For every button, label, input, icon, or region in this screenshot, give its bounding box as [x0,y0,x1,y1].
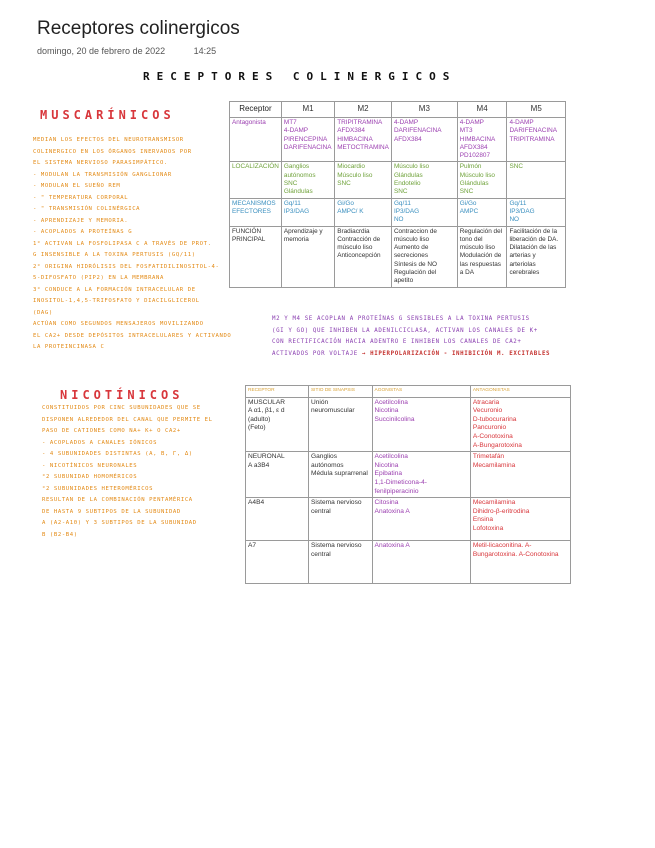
table-cell: 4-DAMP MT3 HIMBACINA AFDX384 PD102807 [457,118,507,162]
table-cell: Gi/Go AMPC [457,198,507,226]
note-line: M2 Y M4 SE ACOPLAN A PROTEÍNAS G SENSIBLES A LA TOXINA PERTUSIS [272,316,530,322]
table-cell: Acetilcolina Nicotina Epibatina 1,1-Dimeticona-4-fenilpiperacinio [372,452,470,498]
note-line: PASO DE CATIONES COMO NA+ K+ O CA2+ [42,428,181,434]
note-line: ACTÚAN COMO SEGUNDOS MENSAJEROS MOVILIZANDO [33,321,204,327]
column-header: Receptor [230,102,282,118]
table-cell: Contraccion de músculo liso Aumento de secreciones Síntesis de NO Regulación del apetito [391,226,457,287]
column-header: M2 [335,102,392,118]
note-line: Β (Β2-Β4) [42,531,78,538]
note-line: - ACOPLADOS A PROTEÍNAS G [33,229,133,235]
table-cell: Anatoxina A [372,541,470,584]
table-cell: Citosina Anatoxina A [372,498,470,541]
note-line: 1° ACTIVAN LA FOSFOLIPASA C A TRAVÉS DE PROT. [33,240,212,247]
row-label: MECANISMOS EFECTORES [230,198,282,226]
table-cell: NEURONAL A a3B4 [246,452,309,498]
handwritten-heading: RECEPTORES COLINERGICOS [143,70,457,83]
note-line: - 4 SUBUNIDADES DISTINTAS (Α, Β, Γ, Δ) [42,451,193,457]
note-line: EL SISTEMA NERVIOSO PARASIMPÁTICO. [33,160,168,166]
table-row [246,541,571,584]
note-line: INOSITOL-1,4,5-TRIFOSFATO Y DIACILGLICEROL [33,298,200,304]
page-date: domingo, 20 de febrero de 2022 [37,46,166,56]
m2-m4-note [272,314,550,360]
table-row [230,162,566,198]
note-highlight: → HIPERPOLARIZACIÓN - INHIBICIÓN M. EXCITABLES [361,350,551,357]
note-line: (GI Y GO) QUE INHIBEN LA ADENILCICLASA, ACTIVAN LOS CANALES DE K+ [272,327,538,334]
note-line: Α (Α2-Α10) Y 3 SUBTIPOS DE LA SUBUNIDAD [42,520,197,526]
note-line: COLINERGICO EN LOS ÓRGANOS INERVADOS POR [33,148,192,155]
table-row [230,226,566,287]
table-cell: Ganglios autónomos Médula suprarrenal [308,452,372,498]
page-meta [37,46,242,56]
table-cell: SNC [507,162,566,198]
note-line: 2° ORIGINA HIDRÓLISIS DEL FOSFATIDILINOSITOL-4- [33,263,220,270]
muscarinicos-title: MUSCARÍNICOS [40,108,175,122]
table-cell: Acetilcolina Nicotina Succinilcolina [372,397,470,452]
note-line: - APRENDIZAJE Y MEMORIA. [33,217,129,224]
nicotinicos-title: NICOTÍNICOS [60,388,184,402]
note-line: EL CA2+ DESDE DEPÓSITOS INTRACELULARES Y ACTIVANDO [33,332,232,339]
note-line: ACTIVADOS POR VOLTAJE → HIPERPOLARIZACIÓN - INHIBICIÓN M. EXCITABLES [272,350,551,357]
page-title: Receptores colinergicos [37,18,240,39]
table-cell: Sistema nervioso central [308,498,372,541]
page-time: 14:25 [193,46,217,56]
table-row [246,452,571,498]
note-line: DISPONEN ALREDEDOR DEL CANAL QUE PERMITE EL [42,416,213,423]
table-row [246,498,571,541]
table-cell: Facilitación de la liberación de DA. Dilatación de las arterias y arteriolas cerebrales [507,226,566,287]
note-line: (DAG) [33,309,53,316]
table-cell: Gq/11 IP3/DAG [281,198,334,226]
note-line: CONSTITUIDOS POR CINC SUBUNIDADES QUE SE [42,405,201,411]
table-cell: Gq/11 IP3/DAG NO [391,198,457,226]
table-cell: MT7 4-DAMP PIRENCEPINA DARIFENACINA [281,118,334,162]
row-label: LOCALIZACIÓN [230,162,282,198]
row-label: Antagonista [230,118,282,162]
column-header: M5 [507,102,566,118]
table-cell: Músculo liso Glándulas Endotelio SNC [391,162,457,198]
column-header: ANTAGONISTAS [470,386,570,398]
table-cell: Aprendizaje y memoria [281,226,334,287]
table-cell: A7 [246,541,309,584]
note-line: 5-DIFOSFATO (PIP2) EN LA MEMBRANA [33,275,164,281]
column-header: M3 [391,102,457,118]
table-cell: Ganglios autónomos SNC Glándulas [281,162,334,198]
table-cell: Gq/11 IP3/DAG NO [507,198,566,226]
note-line: °2 SUBUNIDADES HETEROMÉRICOS [42,485,154,492]
note-line: G INSENSIBLE A LA TOXINA PERTUSIS (GQ/11) [33,252,196,258]
table-cell: Metil-licaconitina. A-Bungarotoxina. A-Conotoxina [470,541,570,584]
note-line: - MODULAN LA TRANSMISIÓN GANGLIONAR [33,171,172,178]
note-line: - ACOPLADOS A CANALES IÓNICOS [42,439,158,446]
note-line: °2 SUBUNIDAD HOMOMÉRICOS [42,474,138,480]
note-line: LA PROTEINCINASA C [33,344,105,350]
table-cell: A4B4 [246,498,309,541]
table-cell: 4-DAMP DARIFENACINA TRIPITRAMINA [507,118,566,162]
table-cell: MUSCULAR A α1, β1, ε d (adulto) (Feto) [246,397,309,452]
nicotinicos-notes [42,403,213,541]
column-header: AGONISTAS [372,386,470,398]
column-header: SITIO DE SINAPSIS [308,386,372,398]
note-line: 3° CONDUCE A LA FORMACIÓN INTRACELULAR DE [33,286,196,293]
column-header: M4 [457,102,507,118]
table-cell: Regulación del tono del músculo liso Modulación de las respuestas a DA [457,226,507,287]
table-cell: Bradiacrdia Contracción de músculo liso Anticoncepción [335,226,392,287]
note-line: DE HASTA 9 SUBTIPOS DE LA SUBUNIDAD [42,508,181,515]
note-line: RESULTAN DE LA COMBINACIÓN PENTAMÉRICA [42,497,193,503]
table-cell: Gi/Go AMPC/ K [335,198,392,226]
note-line: - MODULAN EL SUEÑO REM [33,183,121,189]
muscarinic-receptors-table [229,101,566,288]
column-header: RECEPTOR [246,386,309,398]
row-label: FUNCIÓN PRINCIPAL [230,226,282,287]
table-cell: TRIPITRAMINA AFDX384 HIMBACINA METOCTRAMINA [335,118,392,162]
table-cell: Miocardio Músculo liso SNC [335,162,392,198]
table-row [230,118,566,162]
table-cell: Sistema nervioso central [308,541,372,584]
note-line: - NICOTÍNICOS NEURONALES [42,462,138,469]
note-line: - " TEMPERATURA CORPORAL [33,194,129,201]
table-cell: Mecamilamina Dihidro-β-eritrodina Ensina Lofotoxina [470,498,570,541]
note-line: - " TRANSMISIÓN COLINÉRGICA [33,206,141,212]
table-row [246,397,571,452]
table-cell: Trimetafán Mecamilamina [470,452,570,498]
note-line: MEDIAN LOS EFECTOS DEL NEUROTRANSMISOR [33,137,184,143]
note-line: CON RECTIFICACIÓN HACIA ADENTRO E INHIBEN LOS CANALES DE CA2+ [272,339,522,345]
nicotinic-receptors-table [245,385,571,584]
table-row [230,198,566,226]
table-cell: 4-DAMP DARIFENACINA AFDX384 [391,118,457,162]
table-cell: Unión neuromuscular [308,397,372,452]
column-header: M1 [281,102,334,118]
table-cell: Pulmón Músculo liso Glándulas SNC [457,162,507,198]
muscarinicos-notes [33,135,231,354]
table-cell: Atracaria Vecuronio D-tubocurarina Pancuronio A-Conotoxina A-Bungarotoxina [470,397,570,452]
